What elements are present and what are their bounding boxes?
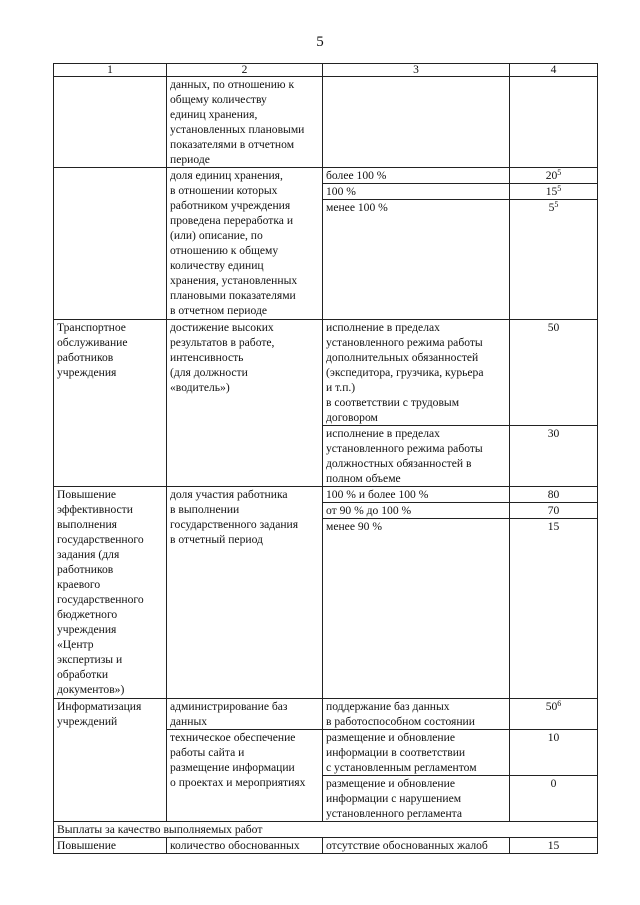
table-row [54,838,598,854]
table-row [54,699,598,730]
table-row [54,77,598,168]
points-cell: 70 [510,503,598,519]
criterion-cell: 100 % [323,184,510,200]
points-cell: $15^5$ [510,184,598,200]
criterion-cell: менее 100 % [323,200,510,320]
criterion-cell: исполнение в пределах установленного режима работы должностных обязанностей в полном объеме [323,426,510,487]
table-row [54,822,598,838]
category-cell: Транспортное обслуживание работников учреждения [54,320,167,487]
column-header: 3 [323,64,510,77]
category-cell: Повышение эффективности выполнения государственного задания (для работников краевого государственного бюджетного учреждения «Центр экспертизы и обработки документов») [54,487,167,699]
points-cell: 15 [510,519,598,699]
indicator-cell: данных, по отношению к общему количеству единиц хранения, установленных плановыми показателями в отчетном периоде [167,77,323,168]
criterion-cell: исполнение в пределах установленного режима работы дополнительных обязанностей (экспедитора, грузчика, курьера и т.п.) в соответствии с трудовым договором [323,320,510,426]
table-row [54,168,598,184]
table-header-row [54,64,598,77]
criterion-cell: отсутствие обоснованных жалоб [323,838,510,854]
category-cell: Повышение [54,838,167,854]
criterion-cell: поддержание баз данных в работоспособном состоянии [323,699,510,730]
points-cell: 15 [510,838,598,854]
column-header: 1 [54,64,167,77]
section-heading: Выплаты за качество выполняемых работ [54,822,598,838]
indicator-cell: доля единиц хранения, в отношении которых работником учреждения проведена переработка и (или) описание, по отношению к общему количеству единиц хранения, установленных плановыми показателями в отчетном периоде [167,168,323,320]
points-cell: $20^5$ [510,168,598,184]
points-cell: $5^5$ [510,200,598,320]
points-cell: 50 [510,320,598,426]
indicator-cell: достижение высоких результатов в работе, интенсивность (для должности «водитель») [167,320,323,487]
indicator-cell: количество обоснованных [167,838,323,854]
indicator-cell: администрирование баз данных [167,699,323,730]
criterion-cell: размещение и обновление информации в соответствии с установленным регламентом [323,730,510,776]
table-cell [54,77,167,168]
criterion-cell: более 100 % [323,168,510,184]
table-row [54,487,598,503]
criterion-cell: от 90 % до 100 % [323,503,510,519]
points-cell: 0 [510,776,598,822]
criterion-cell: размещение и обновление информации с нарушением установленного регламента [323,776,510,822]
indicator-cell: доля участия работника в выполнении государственного задания в отчетный период [167,487,323,699]
points-cell: 30 [510,426,598,487]
criterion-cell: менее 90 % [323,519,510,699]
column-header: 2 [167,64,323,77]
criterion-cell: 100 % и более 100 % [323,487,510,503]
points-cell: 10 [510,730,598,776]
page-number: 5 [316,34,324,50]
points-cell: 80 [510,487,598,503]
table-cell [54,168,167,320]
table-cell [323,77,510,168]
category-cell: Информатизация учреждений [54,699,167,822]
criteria-table [53,63,598,854]
table-cell [510,77,598,168]
points-cell: $50^6$ [510,699,598,730]
indicator-cell: техническое обеспечение работы сайта и размещение информации о проектах и мероприятиях [167,730,323,822]
column-header: 4 [510,64,598,77]
table-row [54,320,598,426]
